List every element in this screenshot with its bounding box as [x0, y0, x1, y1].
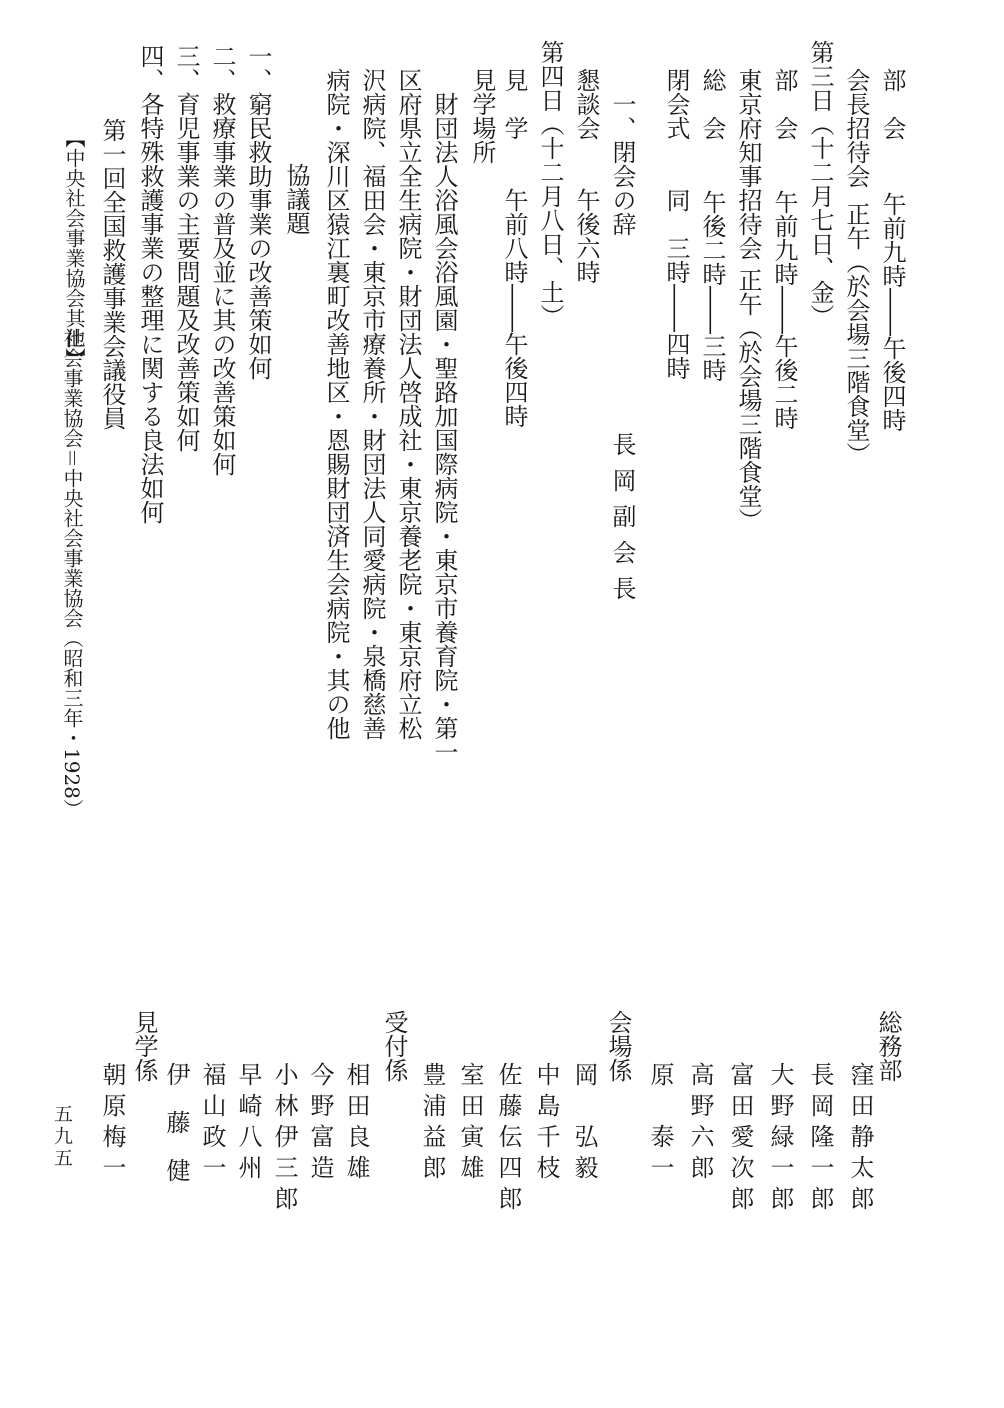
staff-name: 長岡隆一郎 [806, 1062, 834, 1217]
staff-role: 受付係 [380, 1010, 408, 1082]
session-label: 見 学 [500, 68, 528, 140]
staff-name: 早崎八州 [234, 1062, 262, 1186]
session-label: 部 会 [878, 68, 906, 140]
staff-role: 総務部 [874, 1010, 902, 1082]
session-label: 部 会 [770, 68, 798, 140]
schedule-line-7 [664, 68, 688, 380]
visit-places-line: 病院・深川区猿江裏町改善地区・恩賜財団済生会病院・其の他 [322, 68, 350, 740]
schedule-line-5 [736, 68, 760, 532]
visit-places-line: 区府県立全生病院・財団法人啓成社・東京養老院・東京府立松 [394, 68, 422, 740]
staff-name: 福山政一 [198, 1062, 226, 1186]
staff-name: 窪田静太郎 [846, 1062, 874, 1217]
staff-name: 佐藤伝四郎 [494, 1062, 522, 1217]
officers-heading: 第一回全国救護事業会議役員 [98, 118, 126, 430]
staff-name: 中島千枝 [532, 1062, 560, 1186]
staff-role: 会場係 [604, 1010, 632, 1082]
staff-name: 大野緑一郎 [766, 1062, 794, 1217]
visit-places-heading: 見学場所 [468, 68, 496, 164]
agenda-item: 四、各特殊救護事業の整理に関する良法如何 [136, 44, 164, 524]
session-label: 懇談会 [572, 68, 600, 140]
schedule-line-4 [772, 68, 796, 430]
staff-name: 室田寅雄 [456, 1062, 484, 1186]
staff-name: 今野富造 [306, 1062, 334, 1186]
staff-name: 岡 弘毅 [570, 1062, 598, 1186]
staff-name: 富田愛次郎 [726, 1062, 754, 1217]
staff-name: 豊浦益郎 [418, 1062, 446, 1186]
item-label: 一、閉会の辞 [608, 92, 636, 236]
session-time: 午前九時――午後四時 [878, 192, 906, 432]
schedule-line-2 [844, 68, 868, 466]
agenda-item: 二、救療事業の普及並に其の改善策如何 [208, 44, 236, 476]
session-time: 午後二時――三時 [698, 190, 726, 382]
agenda-item: 三、育児事業の主要問題及改善策如何 [172, 44, 200, 452]
event-time: 正午（於会場三階食堂） [734, 268, 762, 532]
day-heading-3: 第三日（十二月七日、金） [806, 40, 834, 328]
session-label: 総 会 [698, 68, 726, 140]
session-time: 午後六時 [572, 188, 600, 284]
source-citation: 社会事業協会＝中央社会事業協会（昭和三年・1928） [60, 328, 84, 819]
schedule-line-6 [700, 68, 724, 382]
agenda-item: 一、窮民救助事業の改善策如何 [244, 44, 272, 380]
session-time: 午前九時――午後二時 [770, 190, 798, 430]
schedule-line-11 [502, 68, 526, 428]
staff-name: 相田良雄 [342, 1062, 370, 1186]
session-time: 午前八時――午後四時 [500, 188, 528, 428]
staff-name: 朝原梅一 [98, 1062, 126, 1186]
day-heading-4: 第四日（十二月八日、土） [536, 40, 564, 328]
schedule-line-9 [574, 68, 598, 284]
session-time: 同 三時――四時 [662, 188, 690, 380]
schedule-line-8 [610, 92, 634, 612]
visit-places-line: 沢病院、福田会・東京市療養所・財団法人同愛病院・泉橋慈善 [358, 68, 386, 740]
page-number: 五九五 [51, 1104, 73, 1170]
staff-name: 原 泰一 [646, 1062, 674, 1186]
event-time: 正午（於会場三階食堂） [842, 202, 870, 466]
staff-name: 小林伊三郎 [270, 1062, 298, 1217]
schedule-line-1 [880, 68, 904, 432]
event-label: 東京府知事招待会 [734, 68, 762, 260]
staff-role: 見学係 [130, 1010, 158, 1082]
visit-places-line: 財団法人浴風会浴風園・聖路加国際病院・東京市養育院・第一 [430, 92, 458, 764]
event-label: 会長招待会 [842, 68, 870, 188]
speaker: 長岡副会長 [608, 432, 636, 612]
session-label: 閉会式 [662, 68, 690, 140]
agenda-title: 協議題 [282, 163, 310, 235]
source-bracket: 【中央社会事業協会其他】 [62, 128, 86, 368]
staff-name: 高野六郎 [686, 1062, 714, 1186]
staff-name: 伊 藤 健 [162, 1062, 190, 1182]
